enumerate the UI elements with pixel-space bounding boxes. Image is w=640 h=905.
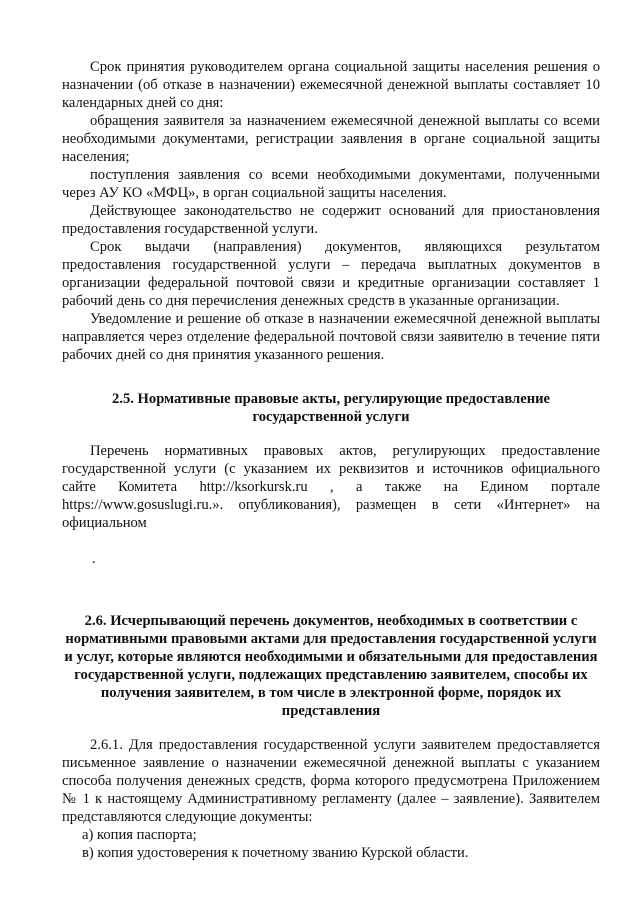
list-item: в) копия удостоверения к почетному званию Курской области. xyxy=(82,845,469,861)
paragraph-mfc-receipt: поступления заявления со всеми необходимыми документами, полученными через АУ КО «МФЦ», в орган социальной защиты населения. xyxy=(62,167,600,201)
paragraph-issuance-term: Срок выдачи (направления) документов, являющихся результатом предоставления государственной услуги – передача выплатных документов в организации федеральной почтовой связи и кредитные организации составляет 1 рабочий день со дня перечисления денежных средств в указанные организации. xyxy=(62,239,600,309)
paragraph-2-6-1: 2.6.1. Для предоставления государственной услуги заявителем предоставляется письменное заявление о назначении ежемесячной денежной выплаты с указанием способа получения денежных средств, форма которого предусмотрена Приложением № 1 к настоящему Административному регламенту (далее – заявление). Заявителем представляются следующие документы: xyxy=(62,737,600,825)
paragraph-no-suspension: Действующее законодательство не содержит оснований для приостановления предоставления государственной услуги. xyxy=(62,203,600,237)
stray-dot: . xyxy=(92,551,96,567)
paragraph-application-filing: обращения заявителя за назначением ежемесячной денежной выплаты со всеми необходимыми документами, регистрации заявления в органе социальной защиты населения; xyxy=(62,113,600,165)
paragraph-decision-term: Срок принятия руководителем органа социальной защиты населения решения о назначении (об отказе в назначении) ежемесячной денежной выплаты составляет 10 календарных дней со дня: xyxy=(62,59,600,111)
section-2-6-heading: 2.6. Исчерпывающий перечень документов, необходимых в соответствии с нормативными правовыми актами для предоставления государственной услуги и услуг, которые являются необходимыми и обязательными для предоставления государственной услуги, подлежащих представлению заявителем, способы их получения заявителем, в том числе в электронной форме, порядок их представления xyxy=(64,613,598,719)
section-2-5-heading: 2.5. Нормативные правовые акты, регулирующие предоставление государственной услуги xyxy=(112,391,550,425)
paragraph-refusal-notice: Уведомление и решение об отказе в назначении ежемесячной денежной выплаты направляется через отделение федеральной почтовой связи заявителю в течение пяти рабочих дней со дня принятия указанного решения. xyxy=(62,311,600,363)
document-body xyxy=(62,58,600,862)
list-item: а) копия паспорта; xyxy=(82,827,197,843)
paragraph-legal-acts-list: Перечень нормативных правовых актов, регулирующих предоставление государственной услуги (с указанием их реквизитов и источников официального сайте Комитета http://ksorkursk.ru , а также на Едином портале https://www.gosuslugi.ru.». опубликования), размещен в сети «Интернет» на официальном xyxy=(62,443,600,531)
